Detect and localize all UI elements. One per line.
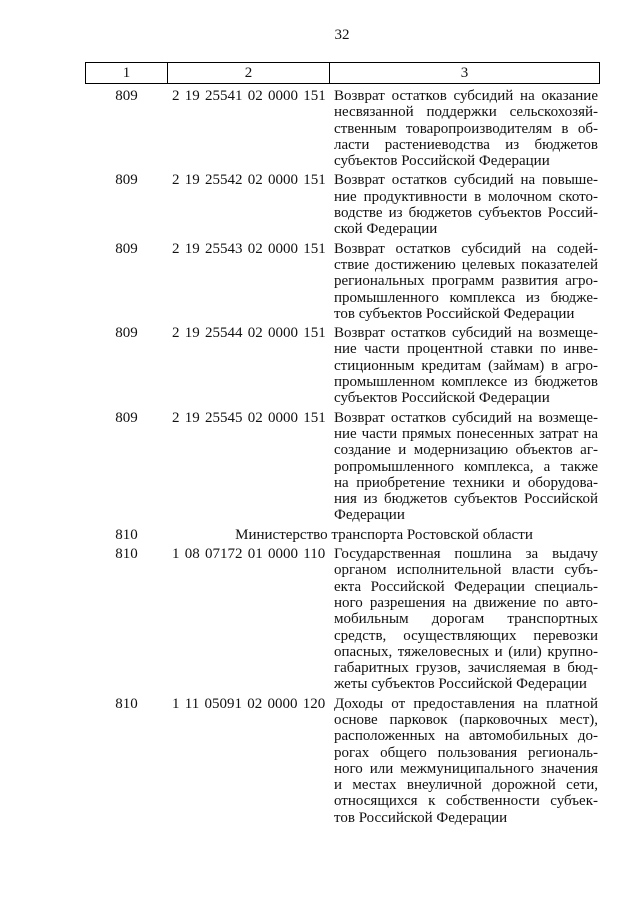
description-line: ласти растениеводства из бюджетов — [334, 136, 598, 153]
description-line: ние продуктивности в молочном ското- — [334, 188, 598, 205]
admin-code: 809 — [115, 172, 138, 189]
description — [330, 410, 600, 524]
description-line: Возврат остатков субсидий на содей- — [334, 240, 598, 257]
description — [330, 325, 600, 406]
description-line: ствие достижению целевых показателей — [334, 256, 598, 273]
header-cell-1: 1 — [86, 63, 168, 83]
table-row — [85, 410, 600, 527]
admin-code: 810 — [115, 546, 138, 563]
kbk-code: 1 08 07172 01 0000 110 — [172, 546, 326, 563]
table-row — [85, 546, 600, 696]
description-line: и местах внеуличной дорожной сети, — [334, 777, 598, 794]
description-line: ного или межмуниципального значения — [334, 760, 598, 777]
description-line: ственным товаропроизводителям в об- — [334, 120, 598, 137]
page-number: 32 — [334, 27, 350, 43]
description-line: региональных программ развития агро- — [334, 273, 598, 290]
description-line: стиционным кредитам (займам) в агро- — [334, 357, 598, 374]
description-line: промышленного комплекса из бюдже- — [334, 289, 598, 306]
description-line: органом исполнительной власти субъ- — [334, 562, 598, 579]
section-title-row — [85, 527, 600, 546]
kbk-code: 2 19 25543 02 0000 151 — [172, 240, 326, 257]
description-line: относящихся к собственности субъек- — [334, 793, 598, 810]
description-line: средств, осуществляющих перевозки — [334, 627, 598, 644]
kbk-code: 2 19 25542 02 0000 151 — [172, 172, 326, 189]
description-line: Возврат остатков субсидий на оказание — [334, 88, 598, 104]
admin-code: 809 — [115, 240, 138, 257]
header-cell-3: 3 — [460, 65, 469, 81]
description-line: расположенных на автомобильных до- — [334, 728, 598, 745]
kbk-code: 1 11 05091 02 0000 120 — [172, 695, 326, 712]
table-row — [85, 696, 600, 829]
description-line: Государственная пошлина за выдачу — [334, 546, 598, 563]
section-title: Министерство транспорта Ростовской области — [235, 526, 533, 543]
table-header — [85, 62, 600, 84]
description-line: мобильным дорогам транспортных — [334, 611, 598, 628]
description-line: субъектов Российской Федерации — [334, 153, 550, 170]
kbk-code: 2 19 25544 02 0000 151 — [172, 325, 326, 342]
description-line: Федерации — [334, 507, 405, 524]
description-line: ние части прямых понесенных затрат на — [334, 425, 598, 442]
description-line: Возврат остатков субсидий на повыше- — [334, 172, 598, 189]
admin-code: 809 — [115, 88, 138, 104]
kbk-code: 2 19 25541 02 0000 151 — [172, 88, 326, 104]
description-line: Возврат остатков субсидий на возмеще- — [334, 325, 598, 342]
description — [330, 696, 600, 826]
description-line: ния из бюджетов субъектов Российской — [334, 491, 598, 508]
description-line: рогах общего пользования региональ- — [334, 744, 598, 761]
table-row — [85, 172, 600, 240]
description-line: водстве из бюджетов субъектов Россий- — [334, 205, 598, 222]
description-line: габаритных грузов, зачисляемая в бюд- — [334, 660, 598, 677]
description-line: основе парковок (парковочных мест), — [334, 711, 598, 728]
description-line: промышленном комплексе из бюджетов — [334, 374, 598, 391]
admin-code: 810 — [115, 526, 138, 543]
table-body — [85, 88, 600, 829]
description-line: ного разрешения на движение по авто- — [334, 594, 598, 611]
description-line: екта Российской Федерации специаль- — [334, 578, 598, 595]
description-line: ропромышленного комплекса, а также — [334, 458, 598, 475]
description-line: ской Федерации — [334, 221, 438, 238]
description-line: Доходы от предоставления на платной — [334, 695, 598, 712]
description-line: создание и модернизацию объектов аг- — [334, 442, 598, 459]
description-line: ние части процентной ставки по инве- — [334, 341, 598, 358]
header-cell-2: 2 — [168, 63, 330, 83]
description-line: опасных, тяжеловесных и (или) крупно- — [334, 643, 598, 660]
admin-code: 809 — [115, 325, 138, 342]
description — [330, 172, 600, 237]
kbk-code: 2 19 25545 02 0000 151 — [172, 409, 326, 426]
table-row — [85, 88, 600, 172]
description — [330, 241, 600, 322]
admin-code: 810 — [115, 695, 138, 712]
description-line: субъектов Российской Федерации — [334, 390, 550, 407]
description-line: Возврат остатков субсидий на возмеще- — [334, 409, 598, 426]
description — [330, 546, 600, 693]
description-line: тов Российской Федерации — [334, 809, 508, 826]
description-line: жеты субъектов Российской Федерации — [334, 676, 587, 693]
admin-code: 809 — [115, 409, 138, 426]
description-line: тов субъектов Российской Федерации — [334, 305, 575, 322]
description-line: несвязанной поддержки сельскохозяй- — [334, 104, 598, 121]
table-row — [85, 241, 600, 325]
description — [330, 88, 600, 169]
table-row — [85, 325, 600, 409]
description-line: на приобретение техники и оборудова- — [334, 474, 598, 491]
